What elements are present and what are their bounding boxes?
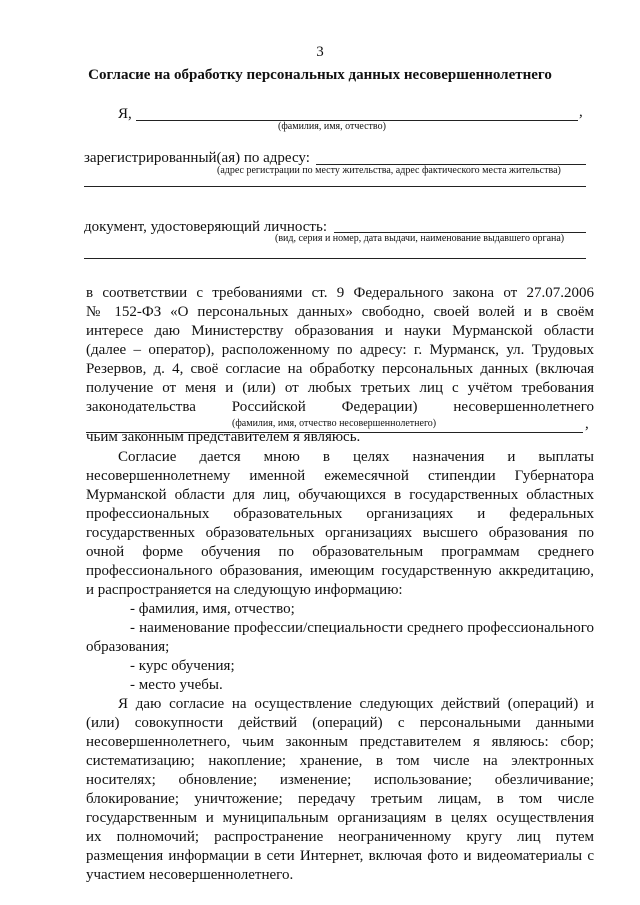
paragraph3-line: несовершеннолетнего, чьим законным представителем я являюсь: сбор; xyxy=(86,734,594,750)
paragraph2-line: Согласие дается мною в целях назначения и выплаты xyxy=(118,449,594,465)
paragraph1-line: законодательства Российской Федерации) несовершеннолетнего xyxy=(86,399,594,415)
info-list-item: - фамилия, имя, отчество; xyxy=(130,601,295,617)
info-list-item: - наименование профессии/специальности среднего профессионального xyxy=(130,620,594,636)
paragraph1-line: № 152-ФЗ «О персональных данных» свободно, своей волей и в своём xyxy=(86,304,594,320)
paragraph2-line: государственных образовательных организациях высшего образования по xyxy=(86,525,594,541)
paragraph3-line: блокирование; уничтожение; передачу третьим лицам, в том числе xyxy=(86,791,594,807)
paragraph3-line: систематизацию; накопление; хранение, в том числе на электронных xyxy=(86,753,594,769)
address-label: зарегистрированный(ая) по адресу: xyxy=(84,150,310,166)
info-list-item: - место учебы. xyxy=(130,677,223,693)
paragraph2-line: и распространяется на следующую информацию: xyxy=(86,582,403,598)
paragraph3-line: государственным и муниципальным организациям в целях осуществления xyxy=(86,810,594,826)
paragraph3-line: участием несовершеннолетнего. xyxy=(86,867,294,883)
document-caption: (вид, серия и номер, дата выдачи, наименование выдавшего органа) xyxy=(275,233,565,244)
paragraph3-line: размещения информации в сети Интернет, включая фото и видеоматериалы с xyxy=(86,848,594,864)
page-number: 3 xyxy=(316,44,324,60)
paragraph3-line: (или) совокупности действий (операций) с персональными данными xyxy=(86,715,594,731)
full-name-caption: (фамилия, имя, отчество) xyxy=(278,121,386,132)
address-caption: (адрес регистрации по месту жительства, адрес фактического места жительства) xyxy=(217,165,561,176)
paragraph2-line: профессионального образования, имеющим государственную аккредитацию, xyxy=(86,563,594,579)
paragraph2-line: профессиональных образовательных организациях и федеральных xyxy=(86,506,594,522)
paragraph3-line: Я даю согласие на осуществление следующих действий (операций) и xyxy=(118,696,594,712)
representative-line: чьим законным представителем я являюсь. xyxy=(86,429,361,445)
document-label: документ, удостоверяющий личность: xyxy=(84,219,327,235)
paragraph1-line: (далее – оператор), расположенному по адресу: г. Мурманск, ул. Трудовых xyxy=(86,342,594,358)
paragraph2-line: Мурманской области для лиц, обучающихся в государственных областных xyxy=(86,487,594,503)
paragraph1-line: в соответствии с требованиями ст. 9 Федерального закона от 27.07.2006 xyxy=(86,285,594,301)
paragraph3-line: их полномочий; распространение неограниченному кругу лиц путем xyxy=(86,829,594,845)
paragraph1-line: получение от меня и (или) от любых третьих лиц с учётом требования xyxy=(86,380,594,396)
address-field-line2[interactable] xyxy=(84,186,586,187)
document-title: Согласие на обработку персональных данных несовершеннолетнего xyxy=(88,67,552,83)
paragraph2-line: очной форме обучения по образовательным программам среднего xyxy=(86,544,594,560)
paragraph2-line: несовершеннолетнему именной ежемесячной стипендии Губернатора xyxy=(86,468,594,484)
info-list-item: образования; xyxy=(86,639,170,655)
document-field-line2[interactable] xyxy=(84,258,586,259)
paragraph1-line: Резервов, д. 4, своё согласие на обработку персональных данных (включая xyxy=(86,361,594,377)
paragraph1-line: интересе даю Министерству образования и науки Мурманской области xyxy=(86,323,594,339)
me-trailing-comma: , xyxy=(579,104,583,120)
minor-name-caption: (фамилия, имя, отчество несовершеннолетнего) xyxy=(232,418,437,429)
paragraph3-line: носителях; обновление; изменение; использование; обезличивание; xyxy=(86,772,594,788)
info-list-item: - курс обучения; xyxy=(130,658,235,674)
me-label: Я, xyxy=(118,106,132,122)
minor-trailing-comma: , xyxy=(585,416,589,432)
